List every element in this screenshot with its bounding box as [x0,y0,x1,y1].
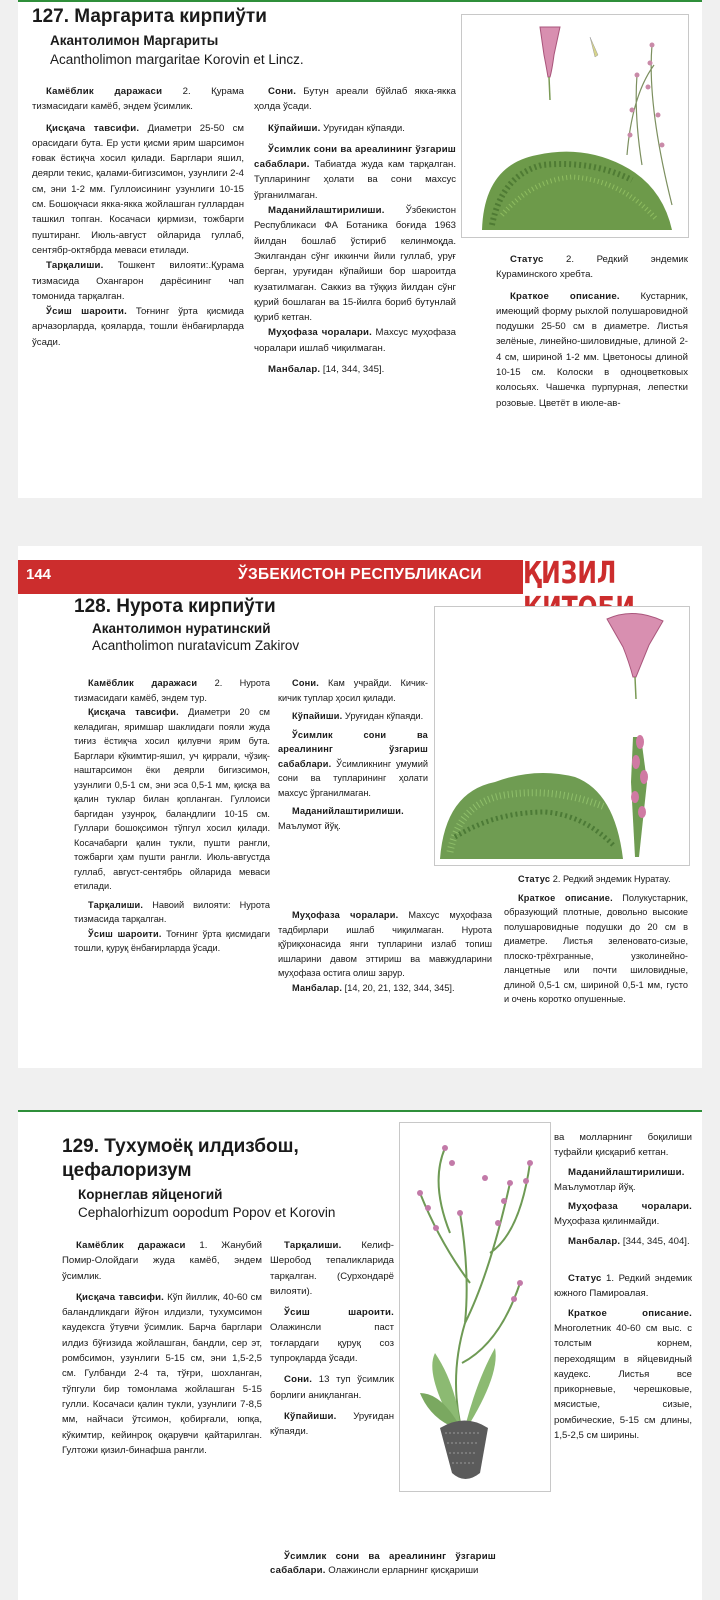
section-label: Кўпайиши. [292,711,343,721]
top-rule [18,1110,702,1112]
section-text: Маълумот йўқ. [278,820,341,831]
column-uzbek-1 [74,676,270,956]
section-label: Камёблик даражаси [46,86,163,97]
latin-name: Cephalorhizum oopodum Popov et Korovin [78,1205,336,1220]
latin-name: Acantholimon nuratavicum Zakirov [92,638,300,653]
section-text: 2. Редкий эндемик Кураминского хребта. [496,254,688,281]
russian-name: Корнеглав яйценогий [78,1187,223,1202]
section-text: Олажинсли паст тоғлардаги қуруқ соз тупроқларда ўсади. [270,1322,394,1365]
section-text: Махсус муҳофаза тадбирлари ишлаб чиқилмаган. Нурота қўриқхонасида янги тупларини излаб топиш ишларини давом эттириш ва мавжудларини муҳофаза остига олиш зарур. [278,910,492,978]
species-title-line2: цефалоризум [62,1160,192,1181]
section-label: Ўсиш шароити. [46,306,127,318]
header-republic: ЎЗБЕКИСТОН РЕСПУБЛИКАСИ [238,566,482,583]
section-text: Навоий вилояти: Нурота тизмасида тарқалган. [74,899,270,924]
section-label: Статус [568,1273,602,1285]
section-label: Тарқалиши. [284,1240,342,1251]
top-rule [18,0,702,2]
column-right [554,1130,692,1443]
column-russian [504,872,688,1007]
section-label: Сони. [292,678,319,688]
section-text: [344, 345, 404]. [620,1235,690,1247]
section-text: 1. Редкий эндемик южного Памироалая. [554,1273,692,1300]
section-label: Кўпайиши. [284,1410,337,1422]
section-text: Табиатда жуда кам тарқалган. Тупларининг ҳолати ва сони махсус ўрганилмаган. [254,159,456,201]
section-label: Муҳофаза чоралари. [268,327,372,339]
column-uzbek-2 [270,1238,394,1440]
section-text: [14, 20, 21, 132, 344, 345]. [342,982,455,993]
section-text: Келиф-Шеробод тепаликларида тарқалган. (Сурхондарё вилояти). [270,1240,394,1297]
section-label: Ўсимлик сони ва ареалининг ўзгариш сабаблари. [270,1551,496,1576]
section-text: ва молларнинг боқилиши туфайли қисқариб кетган. [554,1132,692,1159]
section-text: Тоғнинг ўрта қисмида арчазорларда, қояларда, тошли ёнбағирларда ўсади. [32,306,244,348]
column-russian [496,252,688,411]
section-text: Уруғидан кўпаяди. [342,711,424,721]
section-text: 2. Қурама тизмасидаги камёб, эндем ўсимлик. [32,86,244,113]
section-label: Манбалар. [268,364,321,376]
section-text: Маълумотлар йўқ. [554,1181,636,1193]
section-label: Статус [510,254,544,265]
section-text: Кам учрайди. Кичик-кичик туплар ҳосил қилади. [278,678,428,703]
section-text: Кустарник, имеющий форму рыхлой полушаровидной подушки 25-50 см в диаметре. Листья зелёные, линейно-шиловидные, длиной 2-4 см, шириной 1-2 мм. Цветоносы длиной 10-15 см. Колоски в одноцветковых колосьях. Чашечка пурпурная, лепестки розовые. Цветёт в июле-ав- [496,290,688,409]
section-label: Маданийлаштирилиши. [568,1166,685,1178]
section-label: Муҳофаза чоралари. [292,910,399,920]
plant-illustration [461,14,689,238]
section-label: Манбалар. [568,1235,621,1247]
column-uzbek-2-cont [278,908,492,995]
section-text: 2. Редкий эндемик Нуратау. [550,874,671,884]
section-label: Маданийлаштирилиши. [292,806,404,816]
section-label: Қисқача тавсифи. [46,122,140,134]
section-label: Сони. [268,86,297,97]
header-book-title: ҚИЗИЛ [523,556,617,591]
section-text: Диаметри 20 см келадиган, яримшар шаклидаги пояли жуда тиғиз ёстиқча хосил қилувчи ярим бута. Барглари кўкимтир-яшил, уч қиррали, чўзиқ-наштарсимон ёки деярли бигизсимон, узунлиги 0,5-1 см, эни эса 0,5-1 мм, қисқа ва қалин туклар билан қопланган. Гуллоиси баргидан узунроқ, баландлиги 10-15 см. Гуллари бошоқсимон тўпгул хосил қилади. Косачабарги қалин тукли, пушти рангли, тожбарги ҳам пушти рангли. Июль-августда гуллаб, август-сентябрь ойларида меваси етилади. [74,707,270,891]
section-text: Муҳофаза қилинмайди. [554,1216,660,1228]
russian-name: Акантолимон Маргариты [50,33,219,48]
species-title: 128. Нурота кирпиўти [74,596,276,617]
section-text: Бутун ареали бўйлаб якка-якка ҳолда ўсади. [254,86,456,113]
russian-name: Акантолимон нуратинский [92,621,271,636]
section-text: Полукустарник, образующий плотные, довольно высокие полушаровидные подушки до 20 см в диаметре. Листья зеленовато-сизые, плоско-трёхгранные, узколинейно-ланцетные или почти шиловидные, длиной 0,5-1 см, шириной 0,5-1 мм, густо и очень коротко опушенные. [504,892,688,1004]
column-uzbek-2 [278,676,428,833]
section-label: Ўсимлик сони ва ареалининг ўзгариш сабаблари. [278,729,428,769]
section-text: Диаметри 25-50 см орасидаги бута. Ер усти қисми ярим шарсимон ғовак ёстиқча хосил қилади. Барглари яшил, деярли текис, қалами-бигизсимон, узунлиги 2-4 см, эни 1-2 мм. Гуллоисининг узунлиги 10-15 см. Бошоқчаси якка-якка жойлашган гуллардан ташкил топган. Косачаси қирмизи, тожбарги пуштиранг. Июль-август ойларида гуллаб, сентябр-октябрда меваси етилади. [32,122,244,256]
species-title: 127. Маргарита кирпиўти [32,6,267,27]
section-label: Қисқача тавсифи. [76,1291,165,1303]
section-text: [14, 344, 345]. [320,364,385,376]
section-label: Қисқача тавсифи. [88,707,179,717]
section-text: 13 туп ўсимлик борлиги аниқланган. [270,1374,394,1401]
section-text: Многолетник 40-60 см выс. с толстым корнем, переходящим в яйцевидный каудекс. Листья все прикорневые, черешковые, мясистые, сизые, ромбические, 5-15 см длины, 1,5-2,5 см ширины. [554,1322,692,1442]
section-label: Статус [518,874,551,884]
section-label: Тарқалиши. [88,899,144,910]
section-label: Тарқалиши. [46,260,104,272]
column-uzbek-2-cont [270,1550,496,1577]
page-129 [18,1110,702,1600]
section-text: Тошкент вилояти:.Қурама тизмасида Охангарон дарёсининг чап томонида тарқалган. [32,260,244,302]
section-text: Ўсимликнинг умумий сони ва тупларининг ҳолати махсус ўрганилмаган. [278,758,428,798]
section-label: Ўсиш шароити. [88,928,162,939]
section-text: Уруғидан кўпаяди. [320,122,405,134]
section-text: 2. Нурота тизмасидаги камёб, эндем тур. [74,678,271,703]
section-text: Олажинсли ерларнинг қисқариши [325,1564,479,1576]
plant-illustration [434,606,690,866]
section-label: Муҳофаза чоралари. [568,1201,692,1213]
section-label: Ўсиш шароити. [284,1307,394,1319]
section-label: Краткое описание. [518,892,613,903]
section-text: Кўп йиллик, 40-60 см баландликдаги йўғон илдизли, тухумсимон каудексга ўтувчи ўсимлик. Барча барглари илдиз бўғизида жойлашган, бандли, сер эт, ромбсимон, узунлиги 5-15 см, эни 1,5-2,5 см. Гулбанди 2-4 та, тўғри, шохланган, тўпгули бир томонлама жойлашган 5-15 гулли. Косачаси қалин тукли, узунлиги 7-8,5 мм, найчаси ўтсимон, қобирғали, юпқа, кўкимтир, кейинроқ оқарувчи қайтарилган. Гултожи қизил-бинафша рангли. [62,1291,262,1456]
plant-illustration [399,1122,551,1492]
section-text: Тоғнинг ўрта қисмидаги тошли, қуруқ ёнбағирларда ўсади. [74,928,270,953]
section-label: Ўсимлик сони ва ареалининг ўзгариш сабаблари. [254,143,456,171]
species-title: 129. Тухумоёқ илдизбош, [62,1136,299,1157]
page-127 [18,0,702,498]
page-128 [18,546,702,1068]
section-label: Манбалар. [292,982,343,993]
page-number: 144 [26,566,52,583]
section-text: Махсус муҳофаза чоралари ишлаб чиқилмаган. [254,327,456,354]
section-label: Кўпайиши. [268,122,321,134]
column-uzbek-1 [32,84,244,350]
section-label: Камёблик даражаси [76,1240,186,1251]
column-uzbek-2 [254,84,456,377]
section-text: 1. Жанубий Помир-Олойдаги жуда камёб, эндем ўсимлик. [62,1240,262,1282]
section-label: Сони. [284,1374,313,1386]
section-label: Краткое описание. [510,290,620,302]
latin-name: Acantholimon margaritae Korovin et Lincz. [50,52,304,67]
section-text: Уруғидан кўпаяди. [270,1410,394,1438]
section-label: Камёблик даражаси [88,678,198,688]
section-text: Ўзбекистон Республикаси ФА Ботаника боғида 1963 йилдан бошлаб ўстириб келинмоқда. Экилгандан сўнг иккинчи йили гуллаб, уруғ берган, уруғидан кўпайиши бор шароитда кузатилмаган. Саккиз ва тўққиз йилдан сўнг қурий бошлаган ва 15-йилга бориб бутунлай қуриб кетган. [254,205,456,324]
section-label: Маданийлаштирилиши. [268,205,385,217]
section-label: Краткое описание. [568,1307,692,1319]
column-uzbek-1 [62,1238,262,1458]
